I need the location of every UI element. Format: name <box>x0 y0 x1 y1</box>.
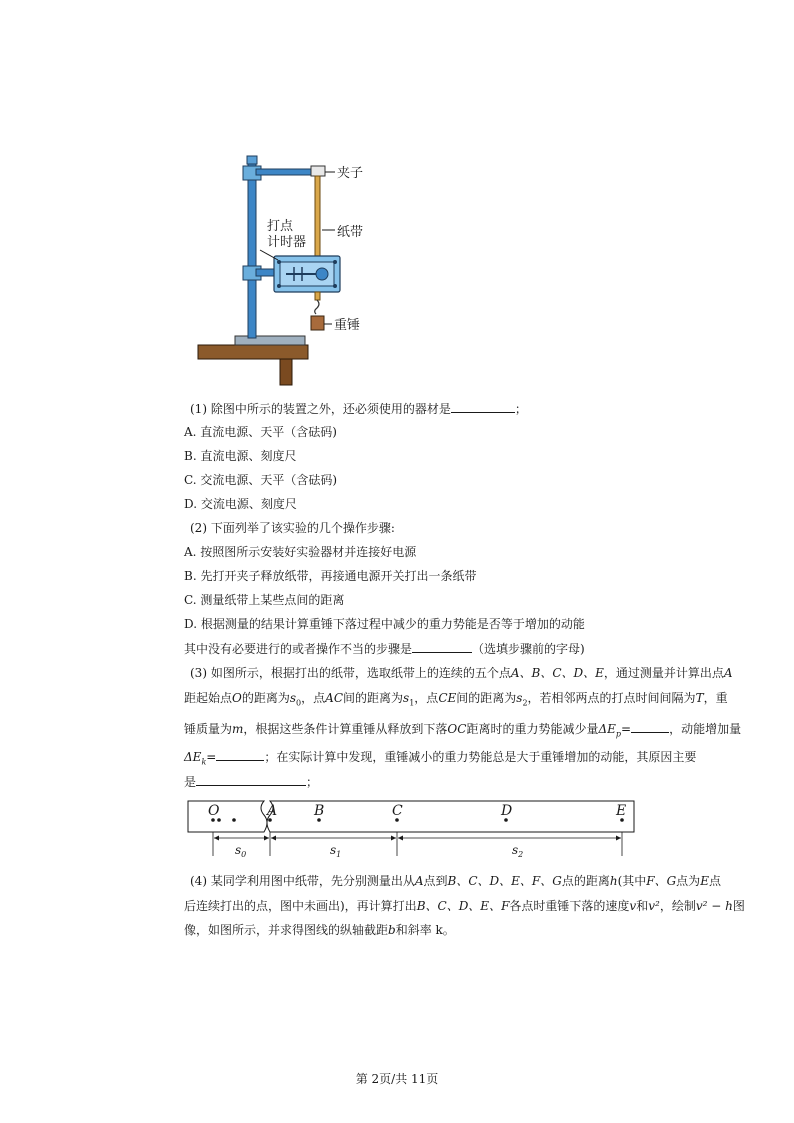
tape-point-e: E <box>616 803 627 819</box>
table-leg <box>280 359 292 385</box>
q3-blank-dek <box>216 748 264 761</box>
paper-clip <box>311 166 325 176</box>
q1-stem: (1) 除图中所示的装置之外，还必须使用的器材是 ； <box>190 402 527 416</box>
q2-option-b: B. 先打开夹子释放纸带，再接通电源开关打出一条纸带 <box>184 569 477 583</box>
q1-blank <box>451 400 515 413</box>
q4-line-3: 像，如图所示，并求得图线的纵轴截距b和斜率 k。 <box>184 923 455 937</box>
q4-line-1: (4) 某同学利用图中纸带，先分别测量出从A点到B、C、D、E、F、G点的距离h(其中F、G点为E点 <box>190 874 721 888</box>
stand-base <box>235 336 305 345</box>
apparatus-diagram <box>190 150 390 390</box>
apparatus-figure <box>190 150 390 390</box>
tape-point-d: D <box>501 803 513 819</box>
stand-pole <box>248 162 256 338</box>
q3-blank-dep <box>631 720 669 733</box>
q1-option-a: A. 直流电源、天平（含砝码) <box>184 425 337 439</box>
q3-line-1: (3) 如图所示，根据打出的纸带，选取纸带上的连续的五个点A、B、C、D、E，通过测量并计算出点A <box>190 666 733 680</box>
q2-option-c: C. 测量纸带上某些点间的距离 <box>184 593 345 607</box>
label-weight: 重锤 <box>334 318 361 333</box>
label-timer-2: 计时器 <box>267 235 307 250</box>
label-clip: 夹子 <box>337 166 364 181</box>
paper-tape-diagram <box>184 796 644 862</box>
seg-s0: $s_0$ <box>235 843 247 859</box>
q1-option-c: C. 交流电源、天平（含砝码) <box>184 473 338 487</box>
seg-s1: $s_1$ <box>330 843 342 859</box>
q2-option-a: A. 按照图所示安装好实验器材并连接好电源 <box>184 545 417 559</box>
weight <box>311 316 324 330</box>
paper-tape-figure <box>184 796 644 862</box>
tape-left <box>188 801 267 832</box>
table-top <box>198 345 308 359</box>
q2-stem: (2) 下面列举了该实验的几个操作步骤: <box>190 521 395 535</box>
q4-line-2: 后连续打出的点，图中未画出)，再计算打出B、C、D、E、F各点时重锤下落的速度v和v²，绘制v² − h图 <box>184 899 745 913</box>
stand-arm <box>256 169 314 175</box>
tape-point-c: C <box>392 803 403 819</box>
q3-line-4: $\Delta E_k=$ ；在实际计算中发现，重锤减小的重力势能总是大于重锤增加的动能，其原因主要 <box>184 750 697 767</box>
q3-blank-reason <box>196 773 306 786</box>
tape-point-b: B <box>314 803 325 819</box>
tape-point-o: O <box>208 803 220 819</box>
q3-line-5: 是 ； <box>184 775 319 789</box>
seg-s2: $s_2$ <box>512 843 524 859</box>
q3-line-2: 距起始点O的距离为$s_0$，点AC间的距离为$s_1$，点CE间的距离为$s_2$，若相邻两点的打点时间间隔为T，重 <box>184 691 728 708</box>
q1-option-b: B. 直流电源、刻度尺 <box>184 449 297 463</box>
label-timer-1: 打点 <box>267 219 294 234</box>
label-tape: 纸带 <box>337 225 364 240</box>
tape-point-a: A <box>267 803 278 819</box>
q2-blank <box>412 640 472 653</box>
q2-option-d: D. 根据测量的结果计算重锤下落过程中减少的重力势能是否等于增加的动能 <box>184 617 585 631</box>
q1-option-d: D. 交流电源、刻度尺 <box>184 497 297 511</box>
page-footer: 第 2页/共 11页 <box>355 1072 439 1086</box>
q3-line-3: 锤质量为m，根据这些条件计算重锤从释放到下落OC距离时的重力势能减少量$\Delta E_p=$ ，动能增加量 <box>184 722 742 739</box>
q2-ask: 其中没有必要进行的或者操作不当的步骤是 （选填步骤前的字母) <box>184 642 585 656</box>
